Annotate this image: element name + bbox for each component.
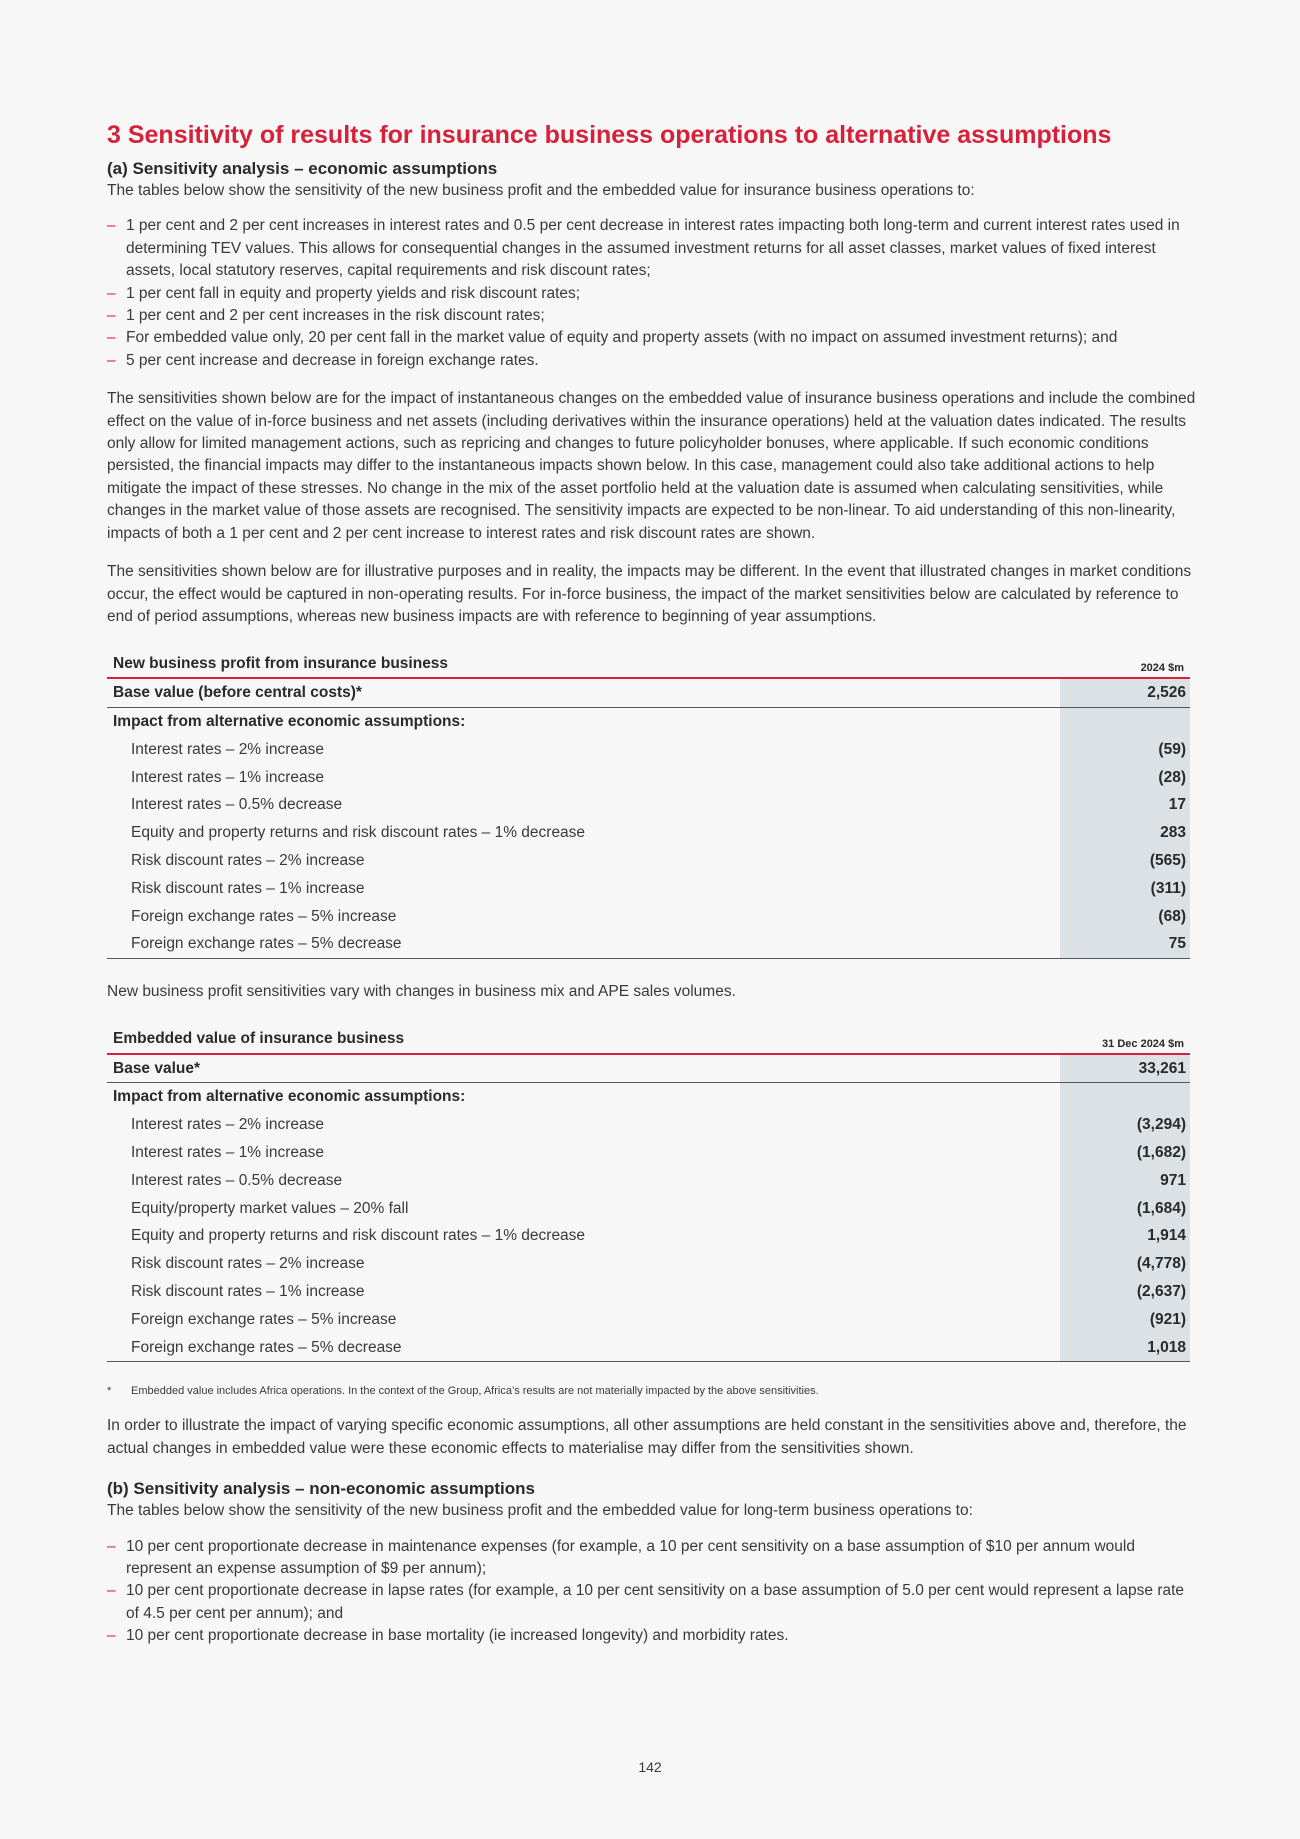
table-row: Equity and property returns and risk discount rates – 1% decrease 283 <box>107 819 1190 847</box>
table-title: Embedded value of insurance business <box>107 1026 1060 1054</box>
footnote-text: Embedded value includes Africa operations. In the context of the Group, Africa’s results are not materially impacted by the above sensitivities. <box>131 1385 819 1398</box>
page-title: 3 Sensitivity of results for insurance business operations to alternative assumptions <box>107 121 1112 149</box>
section-a-para-1: The sensitivities shown below are for the impact of instantaneous changes on the embedded value of insurance business operations and include the combined effect on the value of in-force business and net assets (including derivatives within the insurance operations) held at the valuation dates indicated. The results only allow for limited management actions, such as repricing and changes to future policyholder bonuses, where applicable. If such economic conditions persisted, the financial impacts may differ to the instantaneous impacts shown below. In this case, management could also take additional actions to help mitigate the impact of these stresses. No change in the mix of the asset portfolio held at the valuation date is assumed when calculating sensitivities, while changes in the market value of those assets are recognised. The sensitivity impacts are expected to be non-linear. To aid understanding of this non-linearity, impacts of both a 1 per cent and 2 per cent increase to interest rates and risk discount rates are shown. <box>107 390 1196 542</box>
closing-paragraph: In order to illustrate the impact of varying specific economic assumptions, all other assumptions are held constant in the sensitivities above and, therefore, the actual changes in embedded value were these economic effects to materialise may differ from the sensitivities shown. <box>107 1417 1187 1457</box>
table-row: Interest rates – 2% increase (3,294) <box>107 1111 1190 1139</box>
new-business-profit-table <box>107 650 1190 959</box>
table-header-row <box>107 1026 1190 1054</box>
section-b-heading: (b) Sensitivity analysis – non-economic assumptions <box>107 1479 535 1499</box>
section-a-intro: The tables below show the sensitivity of the new business profit and the embedded value for insurance business operations to: <box>107 182 975 199</box>
table-row: Foreign exchange rates – 5% increase (68) <box>107 903 1190 931</box>
table-row: Interest rates – 0.5% decrease 17 <box>107 792 1190 820</box>
table-title: New business profit from insurance business <box>107 650 1060 678</box>
base-value-label: Base value* <box>107 1054 1060 1083</box>
list-item: – 1 per cent and 2 per cent increases in the risk discount rates; <box>107 307 545 325</box>
base-value-label: Base value (before central costs)* <box>107 678 1060 707</box>
list-item: – For embedded value only, 20 per cent fall in the market value of equity and property assets (with no impact on assumed investment returns); and <box>107 329 1118 347</box>
list-item: – 10 per cent proportionate decrease in lapse rates (for example, a 10 per cent sensitivity on a base assumption of 5.0 per cent would represent a lapse rate of 4.5 per cent per annum); and <box>107 1582 1185 1622</box>
footnote <box>107 1384 1197 1399</box>
section-a-para-2: The sensitivities shown below are for illustrative purposes and in reality, the impacts may be different. In the event that illustrated changes in market conditions occur, the effect would be captured in non-operating results. For in-force business, the impact of the market sensitivities below are calculated by reference to end of period assumptions, whereas new business impacts are with reference to beginning of year assumptions. <box>107 563 1192 625</box>
list-item: – 1 per cent fall in equity and property yields and risk discount rates; <box>107 284 581 302</box>
impact-heading: Impact from alternative economic assumptions: <box>113 713 466 730</box>
footnote-marker: * <box>107 1385 112 1398</box>
table-row: Risk discount rates – 2% increase (4,778) <box>107 1250 1190 1278</box>
page-number: 142 <box>638 1759 662 1775</box>
list-item: – 1 per cent and 2 per cent increases in interest rates and 0.5 per cent decrease in interest rates impacting both long-term and current interest rates used in determining TEV values. This allows for consequential changes in the assumed investment returns for all asset classes, market values of fixed interest assets, local statutory reserves, capital requirements and risk discount rates; <box>107 217 1180 280</box>
table-row: Interest rates – 1% increase (1,682) <box>107 1139 1190 1167</box>
page-content <box>107 118 1197 1648</box>
section-b-intro: The tables below show the sensitivity of the new business profit and the embedded value for long-term business operations to: <box>107 1502 973 1520</box>
table-row: Foreign exchange rates – 5% decrease 1,018 <box>107 1334 1190 1362</box>
base-value-row <box>107 1054 1190 1083</box>
embedded-value-table <box>107 1026 1190 1363</box>
impact-heading-row <box>107 708 1190 736</box>
table-row: Risk discount rates – 1% increase (2,637) <box>107 1278 1190 1306</box>
column-header: 31 Dec 2024 $m <box>1060 1026 1190 1054</box>
table-row: Interest rates – 0.5% decrease 971 <box>107 1167 1190 1195</box>
table-row: Equity/property market values – 20% fall (1,684) <box>107 1195 1190 1223</box>
section-a-heading: (a) Sensitivity analysis – economic assumptions <box>107 159 498 178</box>
list-item: – 10 per cent proportionate decrease in base mortality (ie increased longevity) and morbidity rates. <box>107 1627 789 1645</box>
section-b-bullets <box>107 1536 1197 1648</box>
table-header-row <box>107 650 1190 678</box>
base-value: 33,261 <box>1060 1054 1190 1083</box>
impact-heading-row <box>107 1083 1190 1111</box>
table-row: Foreign exchange rates – 5% decrease 75 <box>107 930 1190 958</box>
list-item: – 5 per cent increase and decrease in foreign exchange rates. <box>107 351 539 369</box>
table-row: Risk discount rates – 2% increase (565) <box>107 847 1190 875</box>
nbp-note: New business profit sensitivities vary with changes in business mix and APE sales volumes. <box>107 983 736 1001</box>
table-row: Equity and property returns and risk discount rates – 1% decrease 1,914 <box>107 1222 1190 1250</box>
list-item: – 10 per cent proportionate decrease in maintenance expenses (for example, a 10 per cent sensitivity on a base assumption of $10 per annum would represent an expense assumption of $9 per annum); <box>107 1537 1135 1578</box>
column-header: 2024 $m <box>1060 650 1190 678</box>
impact-heading: Impact from alternative economic assumptions: <box>113 1088 466 1106</box>
section-a-bullets <box>107 215 1197 372</box>
base-value-row <box>107 678 1190 707</box>
table-row: Interest rates – 2% increase (59) <box>107 736 1190 764</box>
table-row: Risk discount rates – 1% increase (311) <box>107 875 1190 903</box>
table-row: Interest rates – 1% increase (28) <box>107 764 1190 792</box>
base-value: 2,526 <box>1060 678 1190 707</box>
table-row: Foreign exchange rates – 5% increase (921) <box>107 1306 1190 1334</box>
